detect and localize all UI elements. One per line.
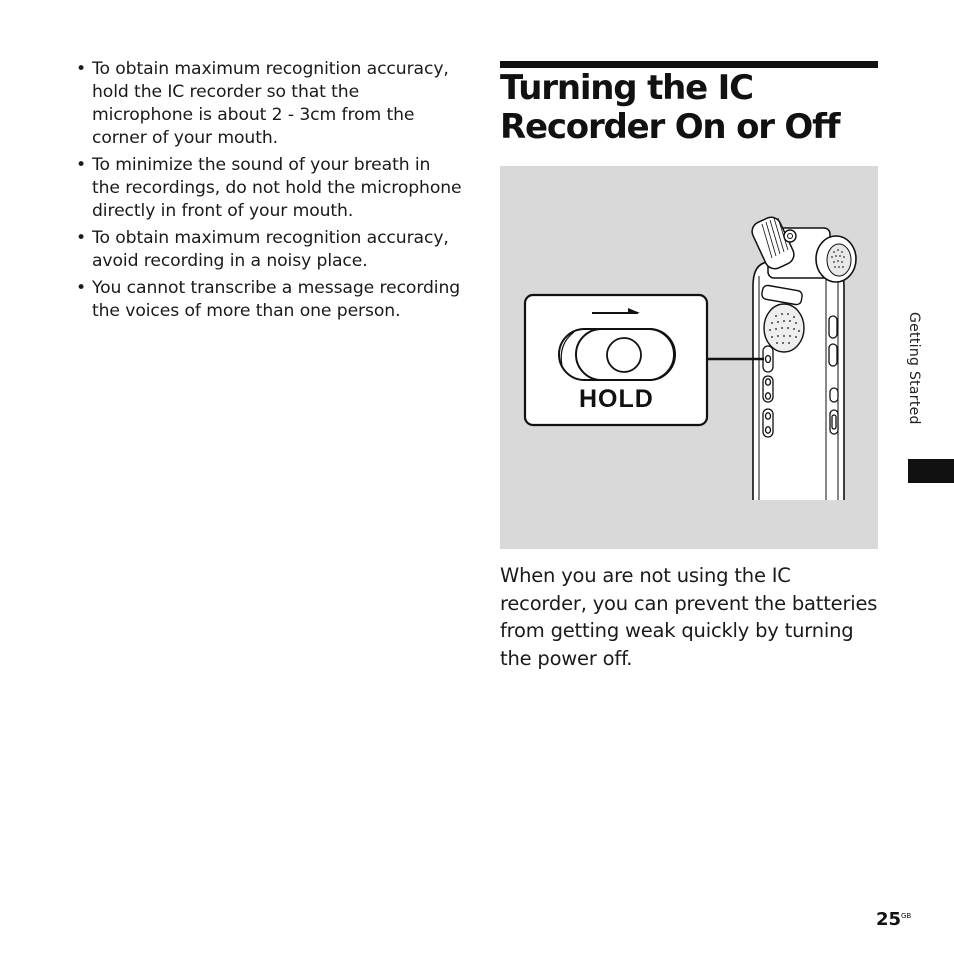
bullet-item <box>72 277 462 323</box>
bullet-text: You cannot transcribe a message recording the voices of more than one person. <box>92 278 461 321</box>
bullet-item <box>72 58 462 150</box>
title-rule <box>500 61 878 68</box>
recorder-illustration <box>500 166 878 549</box>
recorder-drawing <box>500 166 878 549</box>
bullet-text: To obtain maximum recognition accuracy, hold the IC recorder so that the microphone is about 2 - 3cm from the corner of your mouth. <box>92 59 449 148</box>
speaker-grille <box>764 304 804 352</box>
bullet-marker: • <box>76 155 87 175</box>
bullet-item <box>72 154 462 223</box>
page-suffix: GB <box>901 912 912 920</box>
section-body: When you are not using the IC recorder, you can prevent the batteries from getting weak quickly by turning the power off. <box>500 564 878 670</box>
bullet-list <box>72 58 462 327</box>
side-tab-text: Getting Started <box>906 312 922 425</box>
bullet-text: To obtain maximum recognition accuracy, avoid recording in a noisy place. <box>92 228 449 271</box>
page-number: 25 <box>876 909 902 930</box>
bullet-marker: • <box>76 59 87 79</box>
bullet-text: To minimize the sound of your breath in the recordings, do not hold the microphone directly in front of your mouth. <box>92 155 462 221</box>
side-tab-marker <box>908 459 954 483</box>
section-title: Turning the IC Recorder On or Off <box>500 68 840 147</box>
bullet-marker: • <box>76 228 87 248</box>
hold-label: HOLD <box>579 385 654 413</box>
bullet-marker: • <box>76 278 87 298</box>
bullet-item <box>72 227 462 273</box>
side-tab-label <box>904 312 924 452</box>
